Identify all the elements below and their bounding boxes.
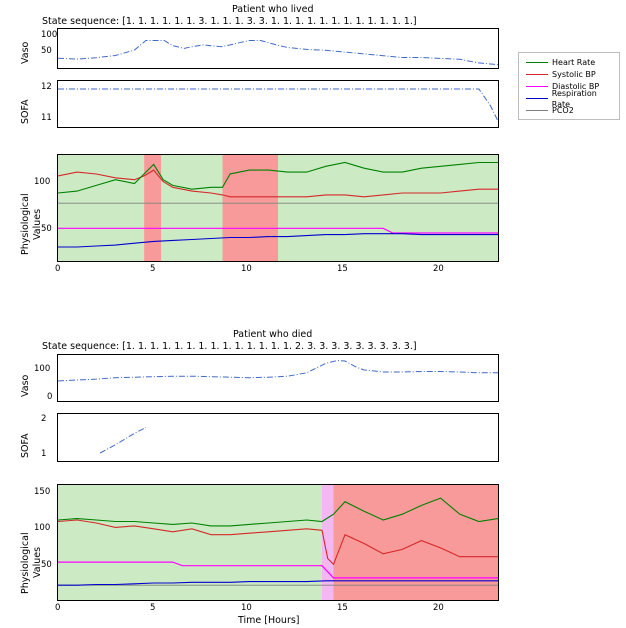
state-sequence-died: State sequence: [1. 1. 1. 1. 1. 1. 1. 1. 1. 1. 1. 1. 1. 1. 2. 3. 3. 3. 3. 3. 3. 3. 3. 3.] <box>42 341 417 352</box>
ylabel-lived-vaso: Vaso <box>20 41 31 64</box>
band-state-3 <box>223 155 279 261</box>
ytick-lived-vaso-50: 50 <box>41 46 52 56</box>
ytick-died-sofa-1: 1 <box>41 449 47 459</box>
ytick-died-vaso-100: 100 <box>34 364 51 374</box>
legend-box <box>518 52 620 120</box>
legend-label-respiration-rate: Respiration Rate <box>551 88 597 109</box>
ytick-died-physio-50: 50 <box>41 560 52 570</box>
plot-lived-physio <box>58 155 498 261</box>
panel-lived-vaso <box>57 28 499 69</box>
ytick-died-physio-150: 150 <box>34 487 51 497</box>
xtick-died-15: 15 <box>337 603 348 613</box>
ytick-died-vaso-0: 0 <box>47 392 53 402</box>
band-state-2 <box>322 485 334 600</box>
xtick-lived-0: 0 <box>55 264 61 274</box>
ylabel-lived-sofa: SOFA <box>20 99 31 124</box>
legend-swatch-systolic-bp <box>526 74 548 75</box>
xtick-died-20: 20 <box>433 603 444 613</box>
xtick-lived-10: 10 <box>241 264 252 274</box>
panel-lived-sofa <box>57 80 499 128</box>
legend-item-respiration-rate <box>521 88 617 109</box>
xtick-lived-15: 15 <box>337 264 348 274</box>
xtick-lived-20: 20 <box>433 264 444 274</box>
ytick-died-sofa-2: 2 <box>41 414 47 424</box>
legend-swatch-diastolic-bp <box>526 86 548 87</box>
legend-swatch-pco2 <box>526 110 548 111</box>
band-state-3 <box>334 485 499 600</box>
legend-swatch-respiration-rate <box>526 98 548 99</box>
plot-lived-sofa <box>58 81 498 127</box>
ytick-lived-sofa-11: 11 <box>41 113 52 123</box>
band-state-1 <box>161 155 222 261</box>
xtick-died-0: 0 <box>55 603 61 613</box>
xlabel-died-physio: Time [Hours] <box>238 615 300 626</box>
legend-label-heart-rate: Heart Rate <box>552 58 596 67</box>
ylabel-died-physio-2: Values <box>32 546 43 578</box>
ylabel-lived-physio-2: Values <box>32 208 43 240</box>
ytick-died-physio-100: 100 <box>34 523 51 533</box>
panel-died-sofa <box>57 413 499 462</box>
panel-died-physio <box>57 484 499 601</box>
ylabel-died-vaso: Vaso <box>20 374 31 397</box>
ytick-lived-vaso-100: 100 <box>41 30 58 40</box>
ylabel-died-physio: Physiological <box>20 532 31 594</box>
plot-died-vaso <box>58 355 498 401</box>
legend-item-systolic-bp <box>521 69 617 80</box>
panel-lived-physio <box>57 154 499 262</box>
ytick-lived-physio-100: 100 <box>34 177 51 187</box>
plot-died-physio <box>58 485 498 600</box>
chart-title-lived: Patient who lived <box>232 4 314 15</box>
state-sequence-lived: State sequence: [1. 1. 1. 1. 1. 1. 3. 1. 1. 1. 3. 3. 1. 1. 1. 1. 1. 1. 1. 1. 1. 1. 1. 1.] <box>42 16 417 27</box>
legend-label-pco2: PCO2 <box>552 106 574 115</box>
ylabel-lived-physio: Physiological <box>20 193 31 255</box>
chart-title-died: Patient who died <box>233 329 313 340</box>
band-state-1 <box>58 155 144 261</box>
plot-died-sofa <box>58 414 498 461</box>
ylabel-died-sofa: SOFA <box>20 433 31 458</box>
ytick-lived-physio-50: 50 <box>41 224 52 234</box>
legend-swatch-heart-rate <box>526 62 548 63</box>
legend-label-systolic-bp: Systolic BP <box>552 70 596 79</box>
xtick-died-10: 10 <box>241 603 252 613</box>
panel-died-vaso <box>57 354 499 402</box>
xtick-died-5: 5 <box>150 603 156 613</box>
legend-label-diastolic-bp: Diastolic BP <box>552 82 600 91</box>
xtick-lived-5: 5 <box>150 264 156 274</box>
ytick-lived-sofa-12: 12 <box>41 82 52 92</box>
plot-lived-vaso <box>58 29 498 68</box>
legend-item-heart-rate <box>521 57 617 68</box>
